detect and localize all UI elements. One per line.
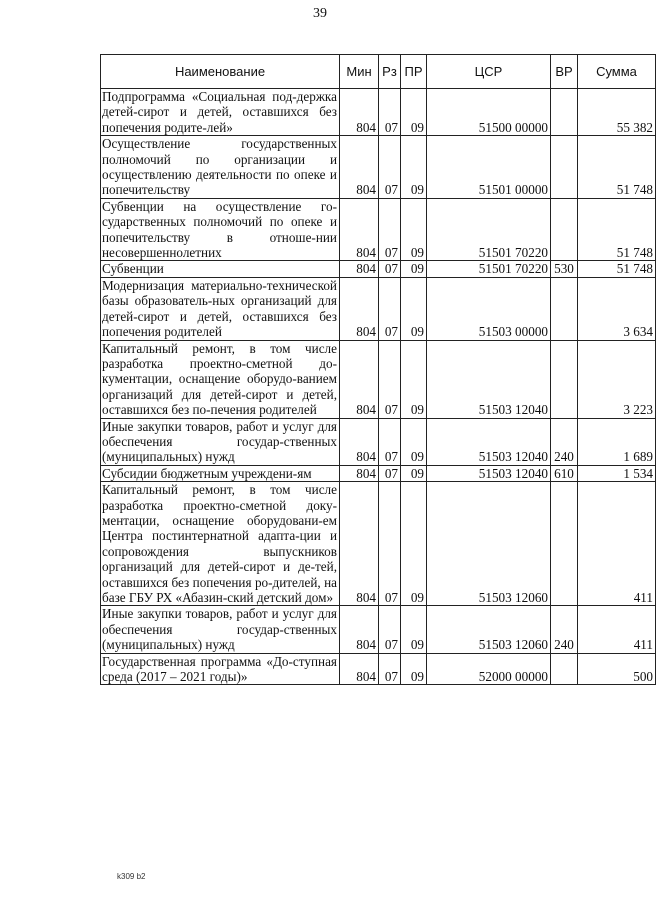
- row-pr: 09: [401, 198, 427, 261]
- row-csr: 51501 70220: [427, 198, 551, 261]
- row-min: 804: [340, 261, 379, 277]
- header-csr: ЦСР: [427, 55, 551, 89]
- row-name: Осуществление государственных полномочий по организации и осуществлению деятельности по опеке и попечительству: [101, 136, 340, 199]
- row-name: Капитальный ремонт, в том числе разработка проектно-сметной доку-ментации, оснащение оборудовани-ем Центра постинтернатной адапта-ции и сопровождения выпускников организаций для детей-сирот и де-тей, оставшихся без попечения ро-дителей, на базе ГБУ РХ «Абазин-ский детский дом»: [101, 482, 340, 606]
- row-min: 804: [340, 606, 379, 653]
- row-pr: 09: [401, 465, 427, 481]
- row-pr: 09: [401, 261, 427, 277]
- row-csr: 51503 12040: [427, 465, 551, 481]
- row-min: 804: [340, 198, 379, 261]
- table-row: [101, 465, 656, 481]
- table-row: [101, 277, 656, 340]
- row-pr: 09: [401, 277, 427, 340]
- row-sum: 500: [578, 653, 656, 685]
- row-csr: 52000 00000: [427, 653, 551, 685]
- row-rz: 07: [379, 136, 401, 199]
- header-vr: ВР: [551, 55, 578, 89]
- table-row: [101, 340, 656, 418]
- row-min: 804: [340, 482, 379, 606]
- row-vr: [551, 136, 578, 199]
- row-vr: [551, 198, 578, 261]
- table-row: [101, 606, 656, 653]
- row-sum: 51 748: [578, 136, 656, 199]
- row-csr: 51501 00000: [427, 136, 551, 199]
- row-csr: 51500 00000: [427, 89, 551, 136]
- row-sum: 1 534: [578, 465, 656, 481]
- row-pr: 09: [401, 653, 427, 685]
- row-pr: 09: [401, 89, 427, 136]
- row-rz: 07: [379, 418, 401, 465]
- row-pr: 09: [401, 340, 427, 418]
- row-vr: [551, 89, 578, 136]
- row-csr: 51503 00000: [427, 277, 551, 340]
- row-min: 804: [340, 136, 379, 199]
- row-sum: 3 634: [578, 277, 656, 340]
- header-sum: Сумма: [578, 55, 656, 89]
- header-name: Наименование: [101, 55, 340, 89]
- table-row: [101, 89, 656, 136]
- row-min: 804: [340, 465, 379, 481]
- row-vr: 240: [551, 418, 578, 465]
- row-rz: 07: [379, 482, 401, 606]
- row-sum: 3 223: [578, 340, 656, 418]
- header-rz: Рз: [379, 55, 401, 89]
- row-vr: 530: [551, 261, 578, 277]
- row-name: Модернизация материально-технической базы образователь-ных организаций для детей-сирот и детей, оставшихся без попечения родителей: [101, 277, 340, 340]
- row-pr: 09: [401, 418, 427, 465]
- table-header-row: [101, 55, 656, 89]
- table-row: [101, 198, 656, 261]
- row-csr: 51501 70220: [427, 261, 551, 277]
- table-row: [101, 261, 656, 277]
- row-min: 804: [340, 277, 379, 340]
- table-row: [101, 482, 656, 606]
- row-rz: 07: [379, 606, 401, 653]
- row-min: 804: [340, 653, 379, 685]
- row-vr: 610: [551, 465, 578, 481]
- row-pr: 09: [401, 482, 427, 606]
- row-rz: 07: [379, 89, 401, 136]
- row-pr: 09: [401, 136, 427, 199]
- row-name: Государственная программа «До-ступная среда (2017 – 2021 годы)»: [101, 653, 340, 685]
- row-name: Субвенции: [101, 261, 340, 277]
- row-name: Иные закупки товаров, работ и услуг для обеспечения государ-ственных (муниципальных) нужд: [101, 606, 340, 653]
- header-pr: ПР: [401, 55, 427, 89]
- row-rz: 07: [379, 277, 401, 340]
- row-rz: 07: [379, 261, 401, 277]
- row-csr: 51503 12060: [427, 482, 551, 606]
- row-csr: 51503 12040: [427, 340, 551, 418]
- table-row: [101, 136, 656, 199]
- table-row: [101, 418, 656, 465]
- row-pr: 09: [401, 606, 427, 653]
- row-rz: 07: [379, 340, 401, 418]
- row-name: Подпрограмма «Социальная под-держка детей-сирот и детей, оставшихся без попечения родите-лей»: [101, 89, 340, 136]
- row-name: Субсидии бюджетным учреждени-ям: [101, 465, 340, 481]
- row-name: Иные закупки товаров, работ и услуг для обеспечения государ-ственных (муниципальных) нужд: [101, 418, 340, 465]
- row-min: 804: [340, 89, 379, 136]
- row-min: 804: [340, 418, 379, 465]
- row-csr: 51503 12060: [427, 606, 551, 653]
- row-sum: 411: [578, 482, 656, 606]
- row-rz: 07: [379, 465, 401, 481]
- row-min: 804: [340, 340, 379, 418]
- row-sum: 51 748: [578, 198, 656, 261]
- row-vr: [551, 277, 578, 340]
- row-rz: 07: [379, 653, 401, 685]
- table-row: [101, 653, 656, 685]
- header-min: Мин: [340, 55, 379, 89]
- row-vr: [551, 482, 578, 606]
- row-sum: 1 689: [578, 418, 656, 465]
- budget-table: [100, 54, 656, 685]
- row-name: Капитальный ремонт, в том числе разработка проектно-сметной до-кументации, оснащение оборудо-ванием организаций для детей-сирот и детей, оставшихся без по-печения родителей: [101, 340, 340, 418]
- row-vr: [551, 340, 578, 418]
- row-rz: 07: [379, 198, 401, 261]
- row-sum: 51 748: [578, 261, 656, 277]
- page-number: 39: [313, 6, 327, 21]
- row-sum: 55 382: [578, 89, 656, 136]
- row-vr: 240: [551, 606, 578, 653]
- row-vr: [551, 653, 578, 685]
- row-csr: 51503 12040: [427, 418, 551, 465]
- footer-code: k309 b2: [117, 872, 146, 881]
- row-sum: 411: [578, 606, 656, 653]
- row-name: Субвенции на осуществление го-сударственных полномочий по опеке и попечительству в отноше-нии несовершеннолетних: [101, 198, 340, 261]
